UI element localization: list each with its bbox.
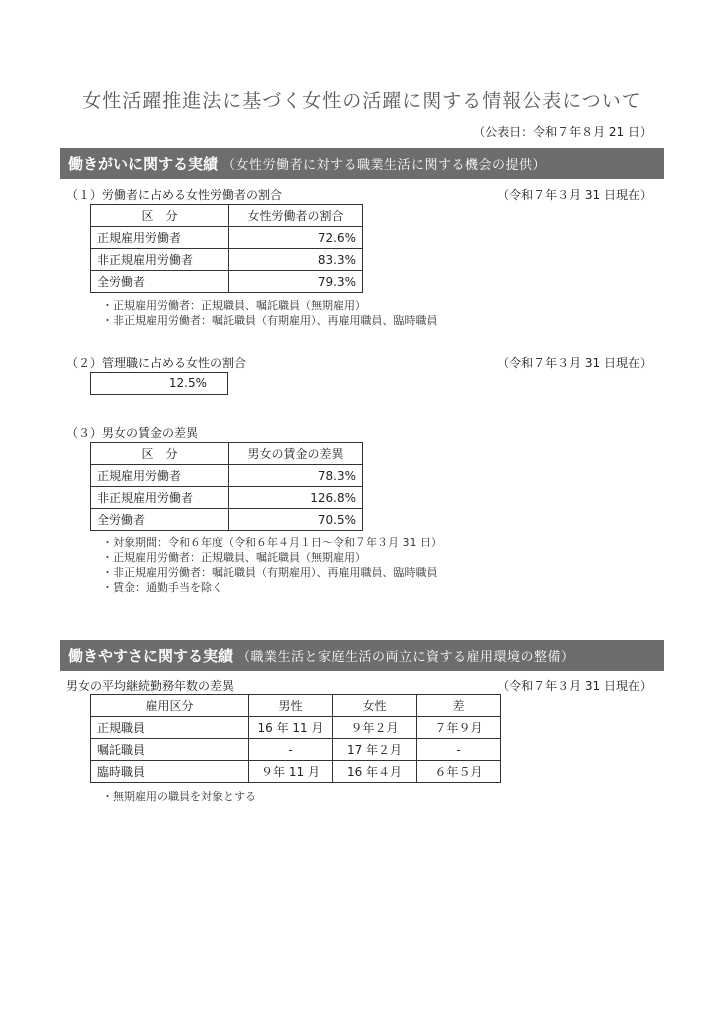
- row-label: 正規雇用労働者: [91, 465, 229, 487]
- table-row: [91, 717, 501, 739]
- male-tenure: ９年 11 月: [249, 761, 333, 783]
- note: ・非正規雇用労働者：嘱託職員（有期雇用）、再雇用職員、臨時職員: [102, 566, 438, 579]
- part3-heading: （３）男女の賃金の差異: [66, 426, 199, 440]
- part1-as-of: （令和７年３月 31 日現在）: [497, 188, 652, 202]
- male-tenure: -: [249, 739, 333, 761]
- section2-notes: [102, 789, 256, 804]
- table-row: [91, 761, 501, 783]
- section2-banner-subtitle: （職業生活と家庭生活の両立に資する雇用環境の整備）: [237, 650, 575, 665]
- tenure-difference: -: [417, 739, 501, 761]
- row-label: 非正規雇用労働者: [91, 249, 229, 271]
- row-label: 正規職員: [91, 717, 249, 739]
- part3-notes: [102, 535, 442, 595]
- column-header-female-ratio: 女性労働者の割合: [229, 205, 363, 227]
- female-tenure: ９年２月: [333, 717, 417, 739]
- table-header-row: [91, 695, 501, 717]
- row-label: 臨時職員: [91, 761, 249, 783]
- manager-ratio-value: 12.5%: [90, 372, 228, 395]
- part2-heading: （２）管理職に占める女性の割合: [66, 356, 247, 370]
- section2-banner: [60, 640, 664, 671]
- section2-banner-title: 働きやすさに関する実績: [68, 647, 234, 665]
- column-header-employment-type: 雇用区分: [91, 695, 249, 717]
- column-header-category: 区 分: [91, 205, 229, 227]
- note: ・正規雇用労働者：正規職員、嘱託職員（無期雇用）: [102, 299, 366, 312]
- row-label: 全労働者: [91, 509, 229, 531]
- row-value: 72.6%: [229, 227, 363, 249]
- column-header-wage-gap: 男女の賃金の差異: [229, 443, 363, 465]
- row-label: 嘱託職員: [91, 739, 249, 761]
- part1-heading: （１）労働者に占める女性労働者の割合: [66, 188, 283, 202]
- note: ・対象期間：令和６年度（令和６年４月１日～令和７年３月 31 日）: [102, 536, 442, 549]
- wage-gap-table: [90, 442, 363, 531]
- table-row: [91, 465, 363, 487]
- table-row: [91, 487, 363, 509]
- note: ・賃金：通勤手当を除く: [102, 581, 223, 594]
- female-tenure: 16 年４月: [333, 761, 417, 783]
- table-row: [91, 739, 501, 761]
- note: ・正規雇用労働者：正規職員、嘱託職員（無期雇用）: [102, 551, 366, 564]
- section1-banner-title: 働きがいに関する実績: [68, 155, 219, 173]
- table-row: [91, 227, 363, 249]
- row-value: 83.3%: [229, 249, 363, 271]
- section1-banner-subtitle: （女性労働者に対する職業生活に関する機会の提供）: [222, 158, 547, 173]
- publication-date: （公表日：令和７年８月 21 日）: [473, 125, 652, 139]
- row-value: 78.3%: [229, 465, 363, 487]
- section2-heading: 男女の平均継続勤務年数の差異: [66, 679, 235, 693]
- table-row: [91, 509, 363, 531]
- section2-as-of: （令和７年３月 31 日現在）: [497, 679, 652, 693]
- part1-notes: [102, 298, 438, 328]
- tenure-gap-table: [90, 694, 501, 783]
- row-value: 126.8%: [229, 487, 363, 509]
- column-header-category: 区 分: [91, 443, 229, 465]
- column-header-female: 女性: [333, 695, 417, 717]
- table-row: [91, 271, 363, 293]
- column-header-male: 男性: [249, 695, 333, 717]
- row-label: 非正規雇用労働者: [91, 487, 229, 509]
- table-header-row: [91, 443, 363, 465]
- tenure-difference: ６年５月: [417, 761, 501, 783]
- part2-as-of: （令和７年３月 31 日現在）: [497, 356, 652, 370]
- female-tenure: 17 年２月: [333, 739, 417, 761]
- table-header-row: [91, 205, 363, 227]
- tenure-difference: ７年９月: [417, 717, 501, 739]
- note: ・非正規雇用労働者：嘱託職員（有期雇用）、再雇用職員、臨時職員: [102, 314, 438, 327]
- column-header-difference: 差: [417, 695, 501, 717]
- female-ratio-table: [90, 204, 363, 293]
- male-tenure: 16 年 11 月: [249, 717, 333, 739]
- row-value: 70.5%: [229, 509, 363, 531]
- note: ・無期雇用の職員を対象とする: [102, 790, 256, 803]
- page-title: 女性活躍推進法に基づく女性の活躍に関する情報公表について: [82, 90, 642, 112]
- row-value: 79.3%: [229, 271, 363, 293]
- table-row: [91, 249, 363, 271]
- section1-banner: [60, 148, 664, 179]
- row-label: 全労働者: [91, 271, 229, 293]
- row-label: 正規雇用労働者: [91, 227, 229, 249]
